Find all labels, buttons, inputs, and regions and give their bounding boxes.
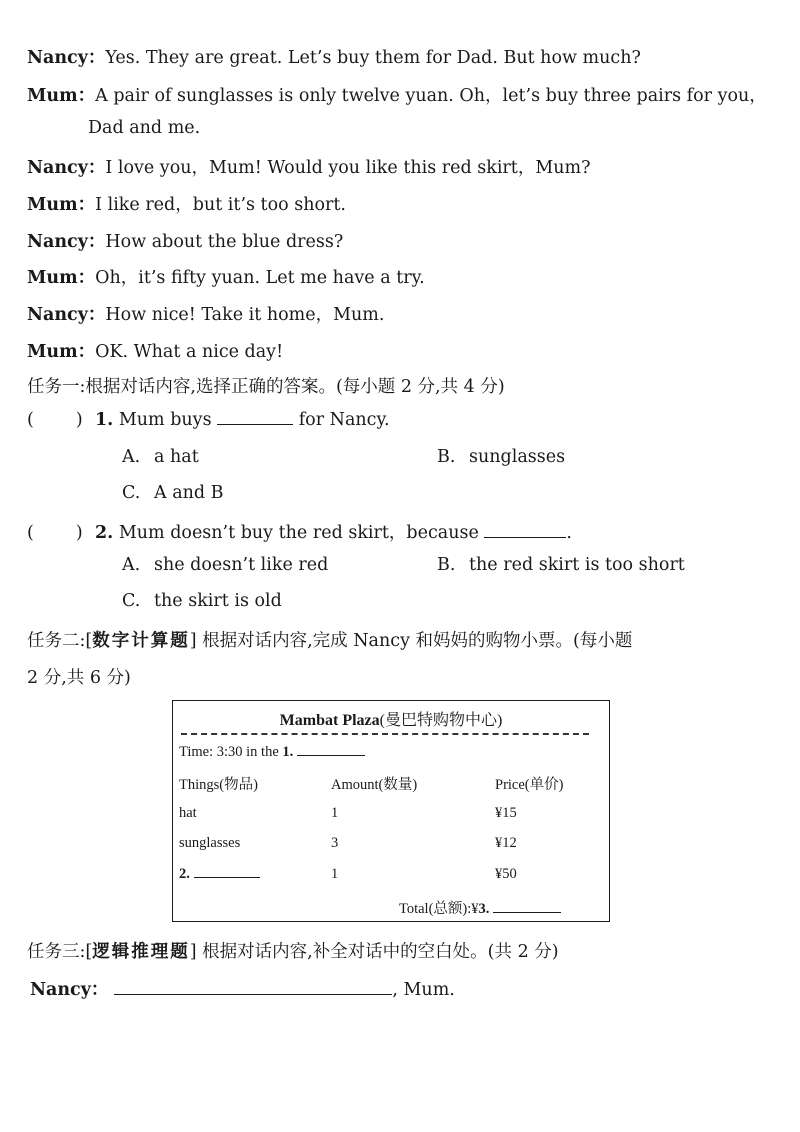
final-dialogue-line: Nancy： , Mum.	[30, 980, 455, 1000]
option-c[interactable]: C. A and B	[122, 483, 224, 503]
item-name: 2.	[179, 866, 260, 883]
dialogue-text: I love you，Mum! Would you like this red skirt，Mum?	[105, 158, 591, 178]
item-price: ¥15	[495, 805, 517, 821]
question-number: 2.	[95, 523, 114, 543]
answer-blank[interactable]	[484, 536, 566, 538]
question-text: for Nancy.	[298, 410, 390, 430]
dialogue-line	[27, 44, 641, 69]
item-amount: 1	[331, 866, 339, 882]
dialogue-text: I like red，but it’s too short.	[95, 195, 346, 215]
speaker: Nancy：	[27, 232, 106, 252]
task3-header: 任务三:[逻辑推理题] 根据对话内容,补全对话中的空白处。(共 2 分)	[27, 942, 559, 962]
question-2	[27, 519, 572, 544]
col-header-price: Price(单价)	[495, 777, 564, 793]
dialogue-line	[27, 301, 384, 326]
receipt-title: Mambat Plaza(曼巴特购物中心)	[279, 712, 503, 729]
dialogue-text: OK. What a nice day!	[95, 342, 284, 362]
speaker: Nancy：	[27, 48, 106, 68]
receipt-time: Time: 3:30 in the 1.	[179, 744, 365, 761]
answer-blank[interactable]	[114, 993, 392, 995]
item-name: sunglasses	[179, 835, 241, 851]
dialogue-line	[27, 338, 283, 363]
dialogue-text: A pair of sunglasses is only twelve yuan. Oh，let’s buy three pairs for you，	[95, 86, 767, 106]
receipt-divider	[181, 733, 589, 735]
question-text: .	[566, 523, 572, 543]
dialogue-text: Yes. They are great. Let’s buy them for Dad. But how much?	[105, 48, 641, 68]
receipt-total: Total(总额):¥3.	[399, 897, 561, 918]
option-b[interactable]: B. the red skirt is too short	[437, 555, 685, 575]
item-price: ¥12	[495, 835, 517, 851]
option-b[interactable]: B. sunglasses	[437, 447, 566, 467]
item-blank[interactable]	[194, 876, 260, 878]
item-price: ¥50	[495, 866, 517, 882]
speaker: Nancy：	[27, 158, 106, 178]
task-type-label: 逻辑推理题	[92, 942, 190, 962]
task2-header: 任务二:[数字计算题] 根据对话内容,完成 Nancy 和妈妈的购物小票。(每小题	[27, 631, 633, 651]
question-number: 1.	[95, 410, 114, 430]
option-a[interactable]: A. a hat	[122, 447, 199, 467]
col-header-amount: Amount(数量)	[331, 777, 418, 793]
dialogue-text: Oh，it’s fifty yuan. Let me have a try.	[95, 268, 425, 288]
answer-paren[interactable]: ( )	[27, 410, 83, 430]
item-amount: 3	[331, 835, 339, 851]
question-1	[27, 410, 390, 430]
task2-header-line2: 2 分,共 6 分)	[27, 668, 131, 688]
shopping-receipt	[172, 700, 610, 922]
dialogue-line	[27, 82, 767, 107]
option-c[interactable]: C. the skirt is old	[122, 591, 282, 611]
speaker: Mum：	[27, 268, 96, 288]
item-name: hat	[179, 805, 197, 821]
speaker: Mum：	[27, 86, 96, 106]
dialogue-text: How about the blue dress?	[105, 232, 344, 252]
question-text: Mum buys	[118, 410, 212, 430]
task1-header: 任务一:根据对话内容,选择正确的答案。(每小题 2 分,共 4 分)	[27, 377, 505, 397]
task-type-label: 数字计算题	[92, 631, 190, 651]
speaker: Nancy：	[30, 980, 109, 1000]
dialogue-line	[27, 228, 343, 253]
total-blank[interactable]	[493, 911, 561, 913]
dialogue-text: Dad and me.	[88, 118, 201, 138]
speaker: Mum：	[27, 342, 96, 362]
item-amount: 1	[331, 805, 339, 821]
answer-blank[interactable]	[217, 423, 293, 425]
speaker: Mum：	[27, 195, 96, 215]
time-blank[interactable]	[297, 754, 365, 756]
dialogue-line	[27, 154, 591, 179]
option-a[interactable]: A. she doesn’t like red	[122, 555, 329, 575]
speaker: Nancy：	[27, 305, 106, 325]
dialogue-line	[27, 264, 425, 289]
question-text: Mum doesn’t buy the red skirt，because	[118, 523, 479, 543]
dialogue-line	[88, 118, 200, 138]
answer-paren[interactable]: ( )	[27, 523, 83, 543]
dialogue-text: How nice! Take it home，Mum.	[105, 305, 385, 325]
dialogue-line	[27, 191, 346, 216]
col-header-things: Things(物品)	[179, 777, 258, 793]
